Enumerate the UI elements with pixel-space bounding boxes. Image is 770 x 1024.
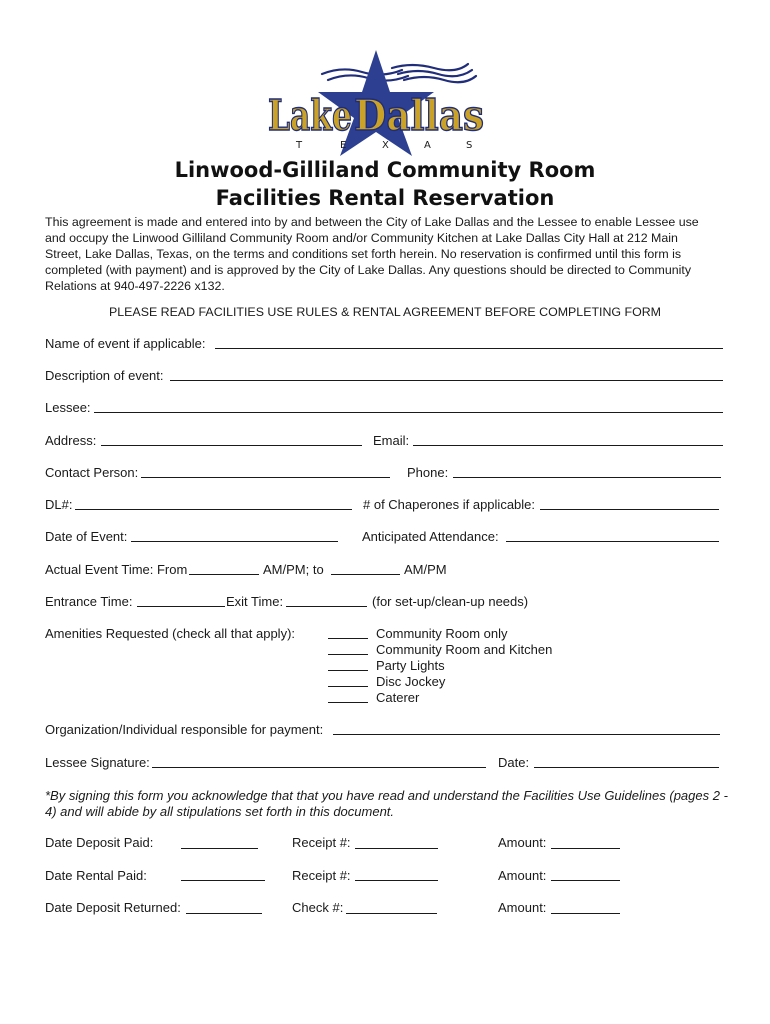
address-label: Address: bbox=[45, 433, 97, 448]
rental-paid-label: Date Rental Paid: bbox=[45, 868, 147, 883]
logo-state bbox=[295, 140, 472, 151]
event-name-field[interactable] bbox=[215, 348, 723, 349]
description-field[interactable] bbox=[170, 380, 723, 381]
signature-label: Lessee Signature: bbox=[45, 755, 150, 770]
amount-field[interactable] bbox=[551, 880, 620, 881]
attendance-label: Anticipated Attendance: bbox=[362, 529, 499, 544]
chaperones-field[interactable] bbox=[540, 509, 719, 510]
amount-field[interactable] bbox=[551, 913, 620, 914]
amenity-checkbox-line[interactable] bbox=[328, 702, 368, 703]
entrance-time-field[interactable] bbox=[137, 606, 225, 607]
deposit-paid-label: Date Deposit Paid: bbox=[45, 835, 154, 850]
dl-field[interactable] bbox=[75, 509, 352, 510]
amenity-option: Party Lights bbox=[376, 658, 445, 673]
logo-state-letter: T bbox=[296, 140, 303, 151]
lessee-label: Lessee: bbox=[45, 400, 91, 415]
check-field[interactable] bbox=[346, 913, 437, 914]
page-subtitle: Facilities Rental Reservation bbox=[215, 186, 555, 210]
receipt-label: Receipt #: bbox=[292, 868, 351, 883]
event-name-label: Name of event if applicable: bbox=[45, 336, 206, 351]
page-title: Linwood-Gilliland Community Room bbox=[174, 158, 596, 182]
date-field[interactable] bbox=[534, 767, 719, 768]
receipt-field[interactable] bbox=[355, 848, 438, 849]
amount-label: Amount: bbox=[498, 900, 547, 915]
amount-field[interactable] bbox=[551, 848, 620, 849]
deposit-returned-label: Date Deposit Returned: bbox=[45, 900, 181, 915]
amenity-checkbox-line[interactable] bbox=[328, 686, 368, 687]
amenity-option: Community Room only bbox=[376, 626, 508, 641]
attendance-field[interactable] bbox=[506, 541, 719, 542]
event-time-ampm-label: AM/PM bbox=[404, 562, 447, 577]
date-label: Date: bbox=[498, 755, 530, 770]
lessee-field[interactable] bbox=[94, 412, 723, 413]
event-time-to-field[interactable] bbox=[331, 574, 400, 575]
entrance-time-label: Entrance Time: bbox=[45, 594, 133, 609]
phone-label: Phone: bbox=[407, 465, 449, 480]
amenity-checkbox-line[interactable] bbox=[328, 638, 368, 639]
acknowledgement-note: *By signing this form you acknowledge that that you have read and understand the Facilities Use Guidelines (pages 2 - 4) and will abide by all stipulations set forth in this document. bbox=[45, 788, 728, 819]
event-time-label: Actual Event Time: From bbox=[45, 562, 188, 577]
description-label: Description of event: bbox=[45, 368, 164, 383]
organization-field[interactable] bbox=[333, 734, 720, 735]
date-of-event-field[interactable] bbox=[131, 541, 338, 542]
amenity-option: Disc Jockey bbox=[376, 674, 446, 689]
event-time-from-field[interactable] bbox=[189, 574, 259, 575]
dl-label: DL#: bbox=[45, 497, 73, 512]
logo-state-letter: E bbox=[340, 140, 347, 151]
logo-state-letter: A bbox=[424, 140, 431, 151]
date-of-event-label: Date of Event: bbox=[45, 529, 128, 544]
logo-word-lake: Lake bbox=[268, 91, 352, 140]
receipt-label: Receipt #: bbox=[292, 835, 351, 850]
rental-paid-field[interactable] bbox=[181, 880, 265, 881]
intro-paragraph: This agreement is made and entered into by and between the City of Lake Dallas and the Lessee to enable Lessee use and occupy the Linwood Gilliland Community Room and/or Community Kitchen at Lake Dallas City Hall at 212 Main Street, Lake Dallas, Texas, on the terms and conditions set forth herein. No reservation is confirmed until this form is completed (with payment) and is approved by the City of Lake Dallas. Any questions should be directed to Community Relations at 940-497-2226 x132. bbox=[45, 215, 699, 293]
email-label: Email: bbox=[373, 433, 410, 448]
email-field[interactable] bbox=[413, 445, 723, 446]
amenity-checkbox-line[interactable] bbox=[328, 670, 368, 671]
amount-label: Amount: bbox=[498, 835, 547, 850]
contact-person-label: Contact Person: bbox=[45, 465, 139, 480]
phone-field[interactable] bbox=[453, 477, 721, 478]
amount-label: Amount: bbox=[498, 868, 547, 883]
logo-state-letter: S bbox=[466, 140, 473, 151]
address-field[interactable] bbox=[101, 445, 362, 446]
amenity-option: Community Room and Kitchen bbox=[376, 642, 553, 657]
amenities-label: Amenities Requested (check all that apply): bbox=[45, 626, 296, 641]
check-label: Check #: bbox=[292, 900, 344, 915]
signature-field[interactable] bbox=[152, 767, 486, 768]
logo-state-letter: X bbox=[382, 140, 389, 151]
wave-lines bbox=[322, 64, 476, 82]
exit-time-field[interactable] bbox=[286, 606, 367, 607]
deposit-returned-field[interactable] bbox=[186, 913, 262, 914]
lake-dallas-logo bbox=[262, 44, 490, 156]
logo-word-dallas: Dallas bbox=[354, 91, 484, 140]
chaperones-label: # of Chaperones if applicable: bbox=[363, 497, 536, 512]
amenity-checkbox-line[interactable] bbox=[328, 654, 368, 655]
exit-time-label: Exit Time: bbox=[226, 594, 284, 609]
organization-label: Organization/Individual responsible for payment: bbox=[45, 722, 324, 737]
contact-person-field[interactable] bbox=[141, 477, 390, 478]
receipt-field[interactable] bbox=[355, 880, 438, 881]
setup-note: (for set-up/clean-up needs) bbox=[372, 594, 529, 609]
event-time-to-label: AM/PM; to bbox=[263, 562, 324, 577]
amenity-option: Caterer bbox=[376, 690, 420, 705]
deposit-paid-field[interactable] bbox=[181, 848, 258, 849]
read-rules-notice: PLEASE READ FACILITIES USE RULES & RENTAL AGREEMENT BEFORE COMPLETING FORM bbox=[109, 305, 661, 319]
